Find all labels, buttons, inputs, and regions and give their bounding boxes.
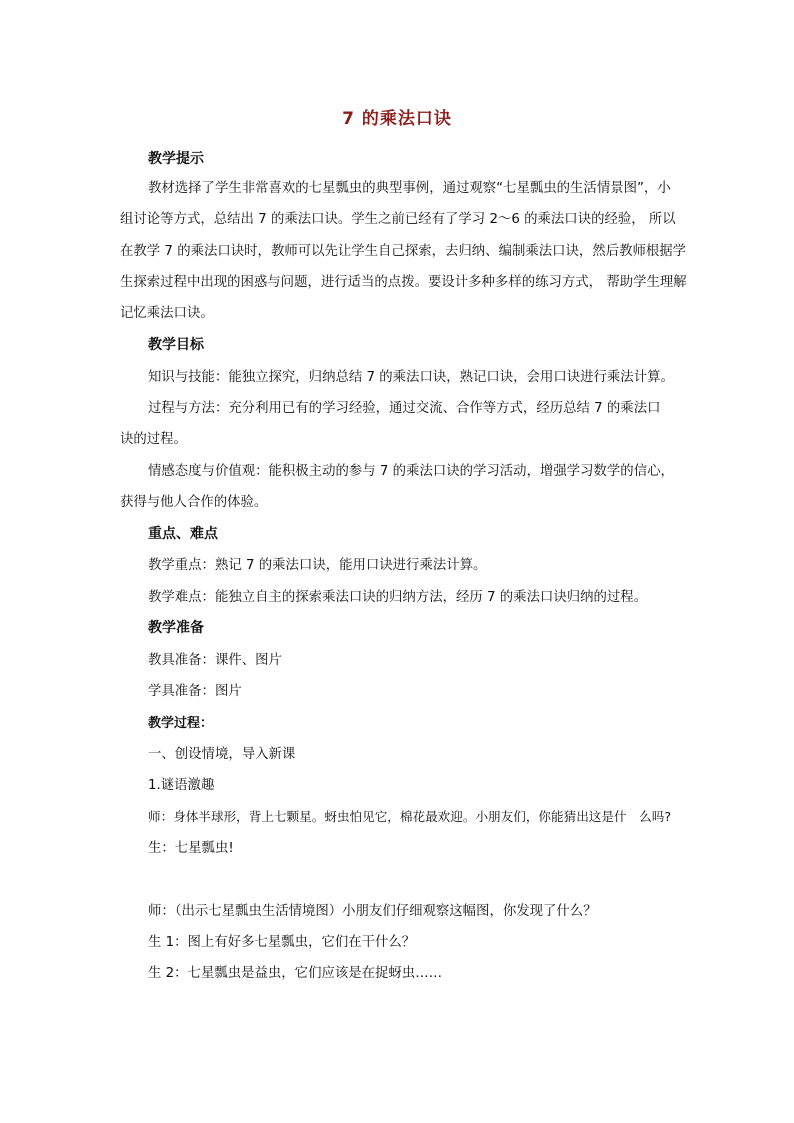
heading-key-points: 重点、难点: [148, 526, 218, 542]
process-sub-1: 1.谜语激趣: [148, 778, 215, 793]
goal-attitude-line-1: 情感态度与价值观：能积极主动的参与 7 的乘法口诀的学习活动，增强学习数学的信心，: [148, 464, 674, 479]
process-step-1: 一、创设情境，导入新课: [148, 747, 296, 762]
riddle-line: 师：身体半球形，背上七颗星。蚜虫怕见它，棉花最欢迎。小朋友们，你能猜出这是什 么吗?: [148, 809, 672, 824]
student-2-reply: 生 2：七星瓢虫是益虫，它们应该是在捉蚜虫……: [148, 966, 442, 981]
heading-teaching-goals: 教学目标: [148, 337, 204, 353]
student-answer: 生：七星瓢虫!: [148, 841, 234, 856]
goal-process-line-1: 过程与方法：充分利用已有的学习经验，通过交流、合作等方式，经历总结 7 的乘法口: [148, 401, 661, 416]
heading-teaching-process: 教学过程：: [148, 716, 214, 731]
key-difficulty: 教学难点：能独立自主的探索乘法口诀的归纳方法，经历 7 的乘法口诀归纳的过程。: [148, 590, 648, 605]
heading-teaching-hint: 教学提示: [148, 151, 204, 167]
goal-process-line-2: 诀的过程。: [120, 432, 187, 447]
prep-student: 学具准备：图片: [148, 684, 242, 699]
prep-teacher: 教具准备：课件、图片: [148, 653, 282, 668]
hint-line-5: 记忆乘法口诀。: [120, 306, 214, 321]
heading-teaching-prep: 教学准备: [148, 620, 204, 636]
key-focus: 教学重点：熟记 7 的乘法口诀，能用口诀进行乘法计算。: [148, 558, 487, 573]
hint-line-4: 生探索过程中出现的困惑与问题，进行适当的点拨。要设计多种多样的练习方式， 帮助学生理解: [120, 275, 687, 290]
hint-line-1: 教材选择了学生非常喜欢的七星瓢虫的典型事例，通过观察“七星瓢虫的生活情景图”，小: [148, 181, 671, 196]
teacher-question: 师：（出示七星瓢虫生活情境图）小朋友们仔细观察这幅图，你发现了什么？: [148, 904, 597, 919]
document-title: 7 的乘法口诀: [342, 109, 452, 129]
hint-line-3: 在教学 7 的乘法口诀时，教师可以先让学生自己探索，去归纳、编制乘法口诀，然后教师根据学: [120, 244, 687, 259]
hint-line-2: 组讨论等方式，总结出 7 的乘法口诀。学生之前已经有了学习 2～6 的乘法口诀的经验， 所以: [120, 212, 676, 227]
goal-knowledge: 知识与技能：能独立探究，归纳总结 7 的乘法口诀，熟记口诀，会用口诀进行乘法计算。: [148, 370, 674, 385]
goal-attitude-line-2: 获得与他人合作的体验。: [120, 495, 268, 510]
student-1-reply: 生 1：图上有好多七星瓢虫，它们在干什么？: [148, 935, 416, 950]
